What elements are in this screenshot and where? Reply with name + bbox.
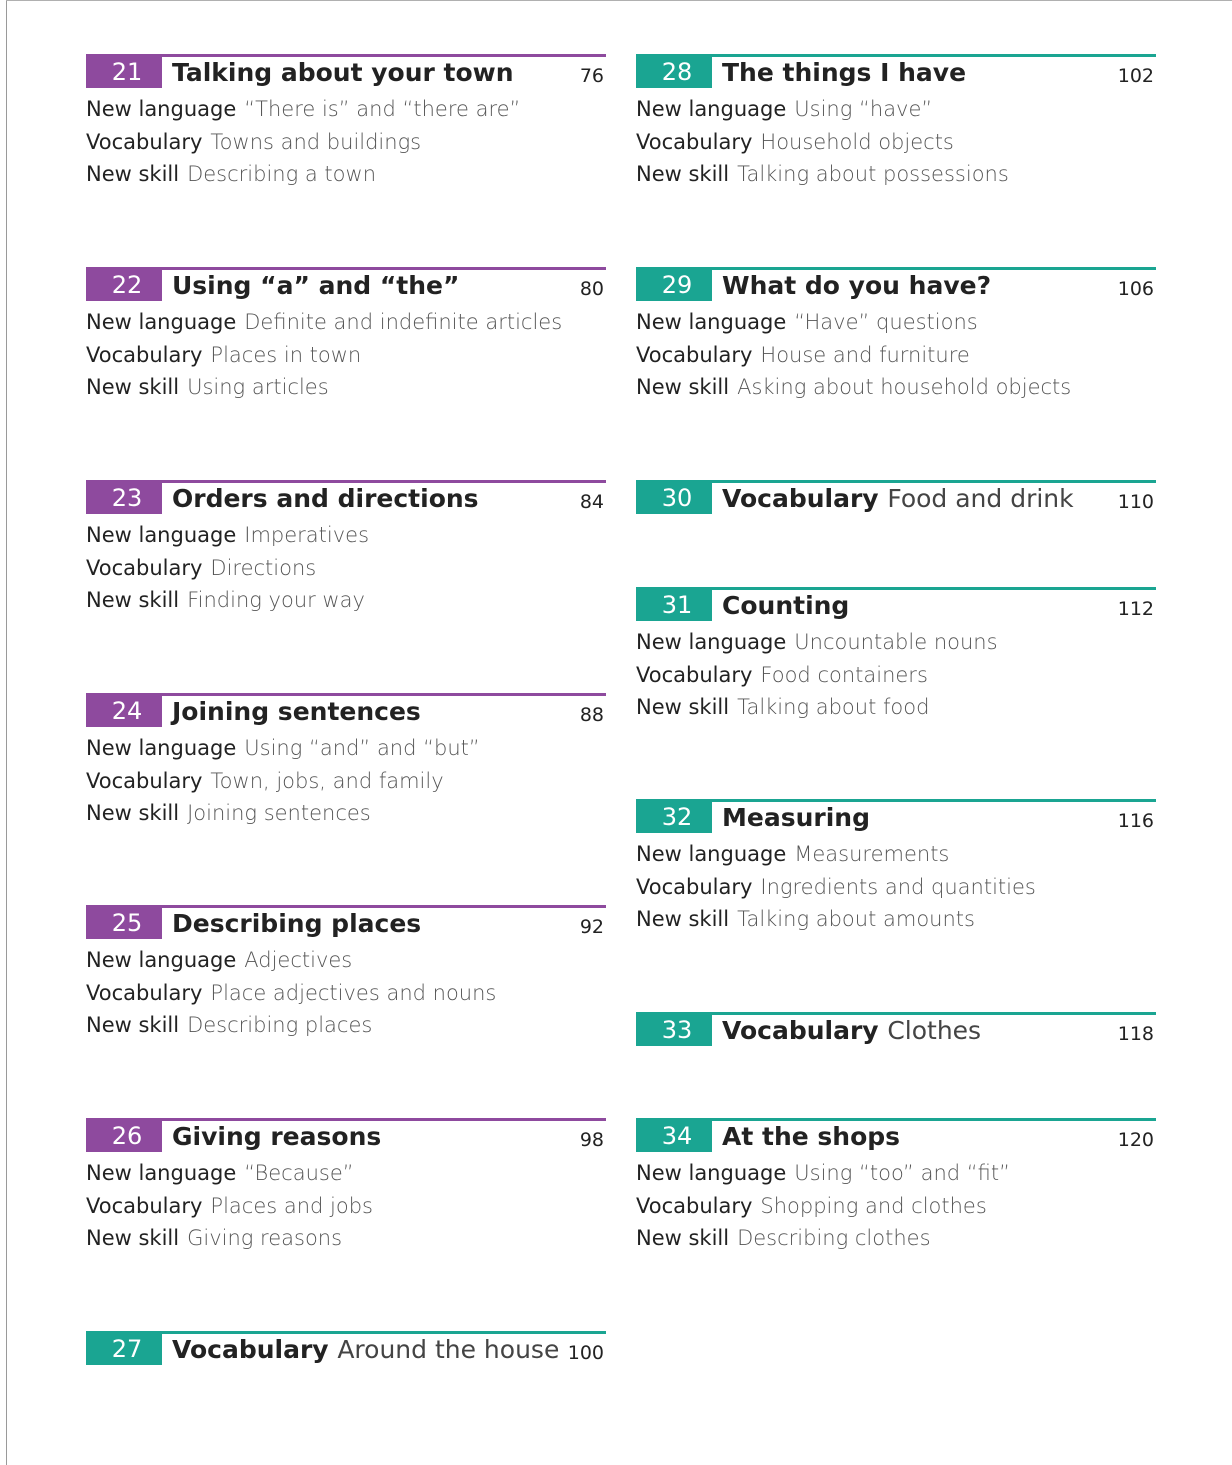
unit-31[interactable]	[636, 587, 1156, 723]
new-language-row	[86, 305, 606, 338]
new-language-label: New language	[86, 97, 237, 121]
unit-details	[86, 943, 606, 1041]
page-number: 88	[579, 704, 604, 726]
unit-number-badge: 21	[86, 54, 162, 88]
vocabulary-label: Vocabulary	[636, 662, 753, 687]
unit-header	[86, 54, 606, 90]
new-language-label: New language	[86, 736, 237, 760]
vocabulary-row	[636, 125, 1156, 158]
new-language-label: New language	[86, 523, 237, 547]
vocabulary-row	[636, 658, 1156, 691]
unit-number-badge: 31	[636, 587, 712, 621]
unit-title-topic: Clothes	[887, 1016, 982, 1045]
new-language-value: Adjectives	[244, 948, 353, 972]
page-number: 98	[579, 1129, 604, 1151]
unit-header	[86, 480, 606, 516]
vocabulary-value: Shopping and clothes	[760, 1193, 987, 1218]
new-language-row	[86, 943, 606, 976]
unit-33[interactable]	[636, 1012, 1156, 1048]
unit-header	[636, 480, 1156, 516]
vocabulary-label: Vocabulary	[86, 1193, 203, 1218]
new-skill-row	[86, 1221, 606, 1254]
new-skill-value: Using articles	[187, 375, 329, 399]
unit-number-badge: 24	[86, 693, 162, 727]
unit-title	[722, 1012, 981, 1048]
unit-title-main: Vocabulary	[722, 1016, 879, 1045]
unit-header	[86, 1331, 606, 1367]
unit-number-badge: 28	[636, 54, 712, 88]
unit-rule	[636, 799, 1156, 802]
new-language-row	[86, 518, 606, 551]
unit-title-main: Vocabulary	[172, 1335, 329, 1364]
vocabulary-value: Place adjectives and nouns	[210, 980, 497, 1005]
unit-details	[636, 92, 1156, 190]
vocabulary-value: Ingredients and quantities	[760, 874, 1036, 899]
vocabulary-label: Vocabulary	[636, 342, 753, 367]
page-edge	[6, 0, 7, 1465]
unit-number-badge: 25	[86, 905, 162, 939]
unit-details	[86, 92, 606, 190]
new-skill-row	[636, 690, 1156, 723]
new-language-value: Using “and” and “but”	[244, 736, 480, 760]
vocabulary-row	[86, 1189, 606, 1222]
unit-details	[86, 731, 606, 829]
unit-number-badge: 34	[636, 1118, 712, 1152]
unit-number-badge: 23	[86, 480, 162, 514]
new-language-value: Measurements	[794, 842, 950, 866]
new-language-row	[636, 1156, 1156, 1189]
new-language-label: New language	[636, 1161, 787, 1185]
unit-header	[86, 267, 606, 303]
unit-title: Counting	[722, 591, 850, 620]
page-number: 118	[1117, 1023, 1154, 1045]
new-skill-label: New skill	[636, 907, 730, 931]
new-language-label: New language	[86, 1161, 237, 1185]
unit-header	[636, 1012, 1156, 1048]
vocabulary-label: Vocabulary	[636, 129, 753, 154]
unit-header	[86, 693, 606, 729]
unit-details	[86, 518, 606, 616]
new-skill-label: New skill	[86, 1013, 180, 1037]
vocabulary-value: Household objects	[760, 129, 954, 154]
unit-26[interactable]	[86, 1118, 606, 1254]
vocabulary-label: Vocabulary	[86, 555, 203, 580]
new-language-row	[86, 92, 606, 125]
new-language-row	[636, 92, 1156, 125]
new-skill-value: Describing places	[187, 1013, 373, 1037]
vocabulary-row	[636, 870, 1156, 903]
new-skill-value: Joining sentences	[187, 801, 371, 825]
vocabulary-label: Vocabulary	[86, 129, 203, 154]
page-number: 92	[579, 916, 604, 938]
vocabulary-value: Directions	[210, 555, 317, 580]
unit-title: Measuring	[722, 803, 870, 832]
unit-27[interactable]	[86, 1331, 606, 1367]
unit-25[interactable]	[86, 905, 606, 1041]
new-skill-row	[636, 157, 1156, 190]
vocabulary-value: Food containers	[760, 662, 928, 687]
new-skill-value: Describing a town	[187, 162, 377, 186]
unit-number-badge: 29	[636, 267, 712, 301]
unit-28[interactable]	[636, 54, 1156, 190]
new-language-value: Definite and indefinite articles	[244, 310, 563, 334]
unit-details	[636, 1156, 1156, 1254]
new-language-value: “Have” questions	[794, 310, 978, 334]
vocabulary-row	[86, 551, 606, 584]
page-number: 120	[1117, 1129, 1154, 1151]
new-skill-row	[86, 583, 606, 616]
new-skill-label: New skill	[636, 375, 730, 399]
page-number: 110	[1117, 491, 1154, 513]
vocabulary-value: Towns and buildings	[210, 129, 422, 154]
new-skill-value: Describing clothes	[737, 1226, 931, 1250]
unit-header	[636, 799, 1156, 835]
new-skill-row	[636, 1221, 1156, 1254]
unit-title: At the shops	[722, 1122, 901, 1151]
unit-title: Describing places	[172, 909, 422, 938]
vocabulary-value: House and furniture	[760, 342, 970, 367]
unit-details	[86, 1156, 606, 1254]
vocabulary-value: Town, jobs, and family	[210, 768, 444, 793]
vocabulary-label: Vocabulary	[86, 768, 203, 793]
new-language-value: Using “too” and “fit”	[794, 1161, 1011, 1185]
vocabulary-row	[636, 1189, 1156, 1222]
page-number: 80	[579, 278, 604, 300]
page-number: 112	[1117, 598, 1154, 620]
vocabulary-label: Vocabulary	[86, 980, 203, 1005]
page-number: 76	[579, 65, 604, 87]
vocabulary-label: Vocabulary	[86, 342, 203, 367]
unit-title: Giving reasons	[172, 1122, 382, 1151]
vocabulary-label: Vocabulary	[636, 1193, 753, 1218]
unit-number-badge: 33	[636, 1012, 712, 1046]
unit-details	[636, 837, 1156, 935]
page-number: 84	[579, 491, 604, 513]
new-skill-value: Talking about food	[737, 695, 930, 719]
unit-21[interactable]	[86, 54, 606, 190]
page-number: 106	[1117, 278, 1154, 300]
new-language-label: New language	[86, 948, 237, 972]
new-language-value: Uncountable nouns	[794, 630, 998, 654]
vocabulary-row	[636, 338, 1156, 371]
new-language-row	[86, 1156, 606, 1189]
new-skill-label: New skill	[86, 1226, 180, 1250]
new-skill-row	[86, 157, 606, 190]
unit-header	[636, 587, 1156, 623]
new-language-row	[86, 731, 606, 764]
page-number: 116	[1117, 810, 1154, 832]
vocabulary-row	[86, 764, 606, 797]
new-skill-value: Asking about household objects	[737, 375, 1072, 399]
new-language-value: Imperatives	[244, 523, 370, 547]
unit-title-main: Vocabulary	[722, 484, 879, 513]
new-language-value: “There is” and “there are”	[244, 97, 521, 121]
vocabulary-value: Places in town	[210, 342, 362, 367]
unit-header	[636, 1118, 1156, 1154]
new-skill-row	[636, 370, 1156, 403]
new-language-label: New language	[636, 310, 787, 334]
new-skill-row	[86, 1008, 606, 1041]
vocabulary-row	[86, 976, 606, 1009]
unit-22[interactable]	[86, 267, 606, 403]
new-skill-value: Finding your way	[187, 588, 365, 612]
new-skill-label: New skill	[636, 162, 730, 186]
new-language-value: Using “have”	[794, 97, 933, 121]
new-skill-label: New skill	[86, 588, 180, 612]
new-skill-label: New skill	[636, 695, 730, 719]
new-skill-value: Talking about amounts	[737, 907, 975, 931]
new-skill-label: New skill	[86, 162, 180, 186]
vocabulary-label: Vocabulary	[636, 874, 753, 899]
unit-number-badge: 26	[86, 1118, 162, 1152]
new-language-label: New language	[636, 630, 787, 654]
unit-number-badge: 30	[636, 480, 712, 514]
unit-30[interactable]	[636, 480, 1156, 516]
unit-title: Orders and directions	[172, 484, 479, 513]
unit-header	[636, 54, 1156, 90]
unit-title-topic: Around the house	[337, 1335, 560, 1364]
unit-header	[86, 905, 606, 941]
unit-title-topic: Food and drink	[887, 484, 1074, 513]
unit-rule	[636, 587, 1156, 590]
unit-title: Talking about your town	[172, 58, 514, 87]
unit-title: Joining sentences	[172, 697, 421, 726]
new-skill-row	[86, 370, 606, 403]
unit-number-badge: 27	[86, 1331, 162, 1365]
unit-title: Using “a” and “the”	[172, 271, 460, 300]
unit-title: What do you have?	[722, 271, 992, 300]
unit-header	[636, 267, 1156, 303]
new-skill-label: New skill	[86, 801, 180, 825]
unit-29[interactable]	[636, 267, 1156, 403]
page-number: 102	[1117, 65, 1154, 87]
unit-title: The things I have	[722, 58, 967, 87]
new-language-label: New language	[636, 97, 787, 121]
unit-32[interactable]	[636, 799, 1156, 935]
new-skill-value: Giving reasons	[187, 1226, 343, 1250]
unit-number-badge: 22	[86, 267, 162, 301]
new-language-row	[636, 625, 1156, 658]
new-skill-row	[636, 902, 1156, 935]
unit-header	[86, 1118, 606, 1154]
new-language-label: New language	[636, 842, 787, 866]
unit-34[interactable]	[636, 1118, 1156, 1254]
vocabulary-row	[86, 125, 606, 158]
new-language-value: “Because”	[244, 1161, 354, 1185]
new-language-row	[636, 837, 1156, 870]
unit-number-badge: 32	[636, 799, 712, 833]
page-edge-top	[6, 0, 1232, 1]
unit-details	[636, 625, 1156, 723]
unit-details	[636, 305, 1156, 403]
page-number: 100	[567, 1342, 604, 1364]
new-skill-row	[86, 796, 606, 829]
unit-24[interactable]	[86, 693, 606, 829]
new-skill-label: New skill	[636, 1226, 730, 1250]
unit-title	[722, 480, 1074, 516]
vocabulary-value: Places and jobs	[210, 1193, 373, 1218]
new-language-row	[636, 305, 1156, 338]
unit-23[interactable]	[86, 480, 606, 616]
new-skill-label: New skill	[86, 375, 180, 399]
new-skill-value: Talking about possessions	[737, 162, 1009, 186]
unit-title	[172, 1331, 559, 1367]
unit-details	[86, 305, 606, 403]
vocabulary-row	[86, 338, 606, 371]
new-language-label: New language	[86, 310, 237, 334]
